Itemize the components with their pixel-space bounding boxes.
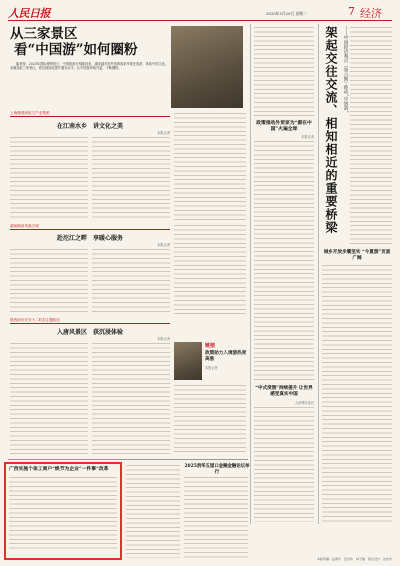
link-label: 链接: [205, 343, 216, 349]
section3-byline: 本报记者: [157, 337, 170, 341]
section2-kicker: 湖南湘西凤凰古城: [10, 224, 39, 228]
section1-body-left: [10, 136, 88, 220]
main-lead: 编者按：2025年国际博物馆日、中国旅游日相继到来，越来越多的外国游客来华观光旅游、体验中国文化。本版选取三家景区，看各地如何提升服务水平，让中国游持续升温、不断圈粉。: [10, 62, 168, 71]
bottom-right-body: [184, 476, 248, 558]
middle-article-body: [254, 140, 314, 380]
right-feature-body-top: [350, 26, 392, 246]
section3-rule: [10, 323, 170, 324]
page-footer: 本版责编：赵鸿宇 张世华 林子璇 版式设计：沈亦伶: [316, 557, 392, 561]
section2-body-left: [10, 248, 88, 314]
section2-rule: [10, 229, 170, 230]
newspaper-logo: 人民日报: [8, 7, 50, 20]
section1-rule: [10, 116, 170, 117]
section-name: 经济: [360, 7, 382, 20]
bottom-center-body: [126, 464, 180, 558]
bottom-middle-headline: “中式度假”持续提升 让世界感受真实中国: [255, 386, 313, 397]
link-photo: [174, 342, 202, 380]
section1-byline: 本报记者: [157, 131, 170, 135]
link-body: [174, 384, 246, 454]
main-photo: [171, 26, 243, 108]
section2-headline: 赴沱江之畔 享暖心服务: [56, 235, 123, 242]
main-title: [10, 26, 170, 58]
section3-headline: 入唐风景区 获沉浸体验: [56, 329, 123, 336]
section1-headline: 在江南水乡 讲文化之美: [56, 123, 123, 130]
right-feature-subtitle: ——中国经济观点（第六期）·推动“中国游”: [343, 26, 348, 113]
bottom-divider: [8, 459, 248, 460]
bottom-right-headline: 2025消华五道口金融金融论坛举行: [184, 464, 250, 475]
middle-col-top-body: [254, 26, 314, 116]
right-feature-title: 架起交往交流、相知相近的重要桥梁: [324, 26, 338, 234]
middle-article-headline: 政策推动外贸家为“源在中国”火遍全球: [256, 120, 312, 132]
masthead-rule: [8, 20, 392, 21]
masthead: [8, 4, 392, 20]
right-sub-headline: 城乡开放步履坚实 “今夏游”页面广阔: [323, 250, 391, 261]
main-continued-body: [174, 112, 246, 220]
middle-article-byline: 本报记者: [301, 135, 314, 139]
main-title-line1: 从三家景区: [10, 26, 78, 42]
page-number: 7: [348, 5, 355, 18]
section3-body-left: [10, 342, 88, 454]
bottom-left-headline: 广西实施个体工商户“焕节为企业”一件事“改革: [9, 466, 109, 472]
link-box: [205, 342, 247, 382]
bottom-left-box: [4, 462, 122, 560]
section1-kicker: 上海豫园商旅文产业集团: [10, 111, 50, 115]
section1-body-right: [92, 136, 170, 220]
section2-body-right: [92, 248, 170, 314]
middle-body-upper: [174, 224, 246, 314]
right-feature-body-bottom: [322, 264, 392, 522]
issue-date: 2025年5月20日 星期二: [266, 11, 307, 16]
bottom-middle-body: [254, 406, 314, 522]
link-byline: 本报记者: [205, 366, 218, 370]
section3-body-right: [92, 342, 170, 454]
main-title-line2: 看“中国游”如何圈粉: [14, 42, 138, 58]
bottom-left-body: [9, 476, 117, 550]
section2-byline: 本报记者: [157, 243, 170, 247]
section3-kicker: 陕西西安长安十二时辰主题街区: [10, 318, 61, 322]
bottom-middle-byline: 人民网评论员: [294, 401, 314, 405]
link-headline: 政策助力入境游热度高涨: [205, 351, 247, 362]
